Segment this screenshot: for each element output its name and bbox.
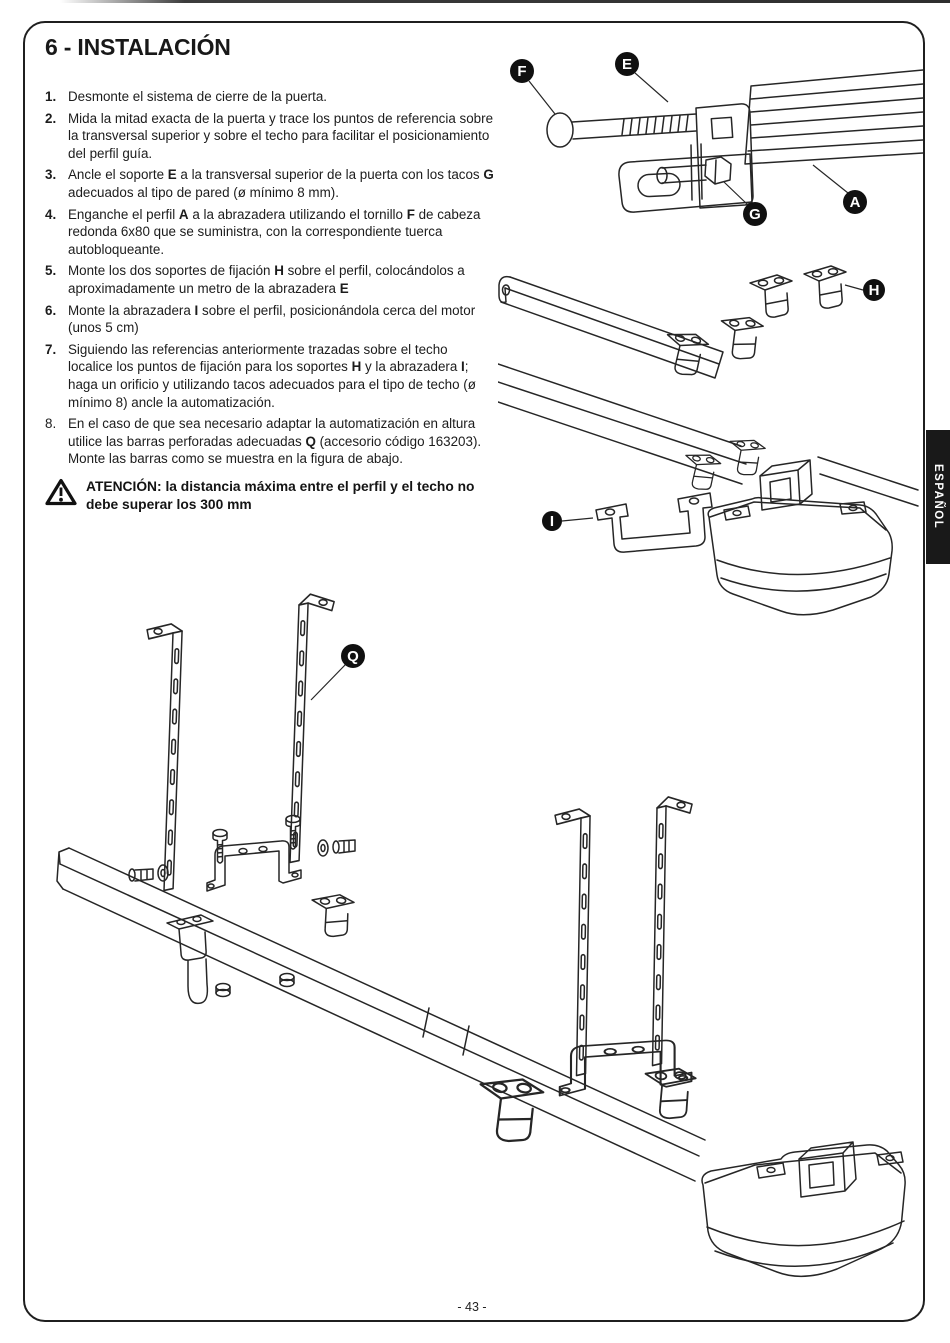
motor-unit (708, 460, 892, 615)
rail-profile-a (745, 70, 923, 164)
support-brackets-h (658, 266, 846, 493)
perforated-bars-q (138, 594, 692, 1076)
rail-lower-section (498, 364, 918, 506)
instruction-number: 2. (45, 110, 57, 126)
part-labels (311, 644, 365, 700)
page-number: - 43 - (457, 1300, 487, 1314)
instruction-text: Siguiendo las referencias anteriormente trazadas sobre el techo localice los puntos de fijación para los soportes H y la abrazadera I; haga un orificio y utilizando tacos adecuados para el tipo de techo (ø mínimo 8) ancle la automatización. (68, 341, 476, 410)
instruction-item (45, 88, 494, 106)
instruction-item (45, 302, 494, 337)
label-i: I (549, 513, 555, 530)
warning-note (45, 478, 494, 515)
motor-unit-large (702, 1142, 905, 1276)
diagram-ceiling-mount-assembly (55, 593, 907, 1293)
clamp-bracket-i (596, 493, 712, 552)
instruction-text: Monte los dos soportes de fijación H sobre el perfil, colocándolos a aproximadamente un metro de la abrazadera E (68, 263, 465, 296)
diagram-door-bracket-assembly (498, 50, 923, 250)
instruction-number: 8. (45, 416, 57, 432)
u-brackets (207, 841, 691, 1096)
clamp-bracket-j (167, 915, 213, 1003)
page-top-edge-line (60, 0, 950, 3)
instruction-text: Enganche el perfil A a la abrazadera utilizando el tornillo F de cabeza redonda 6x80 que se suministra, con la correspondiente tuerca autobloqueante. (68, 206, 481, 257)
instruction-item (45, 262, 494, 297)
clamp-brackets (308, 892, 696, 1146)
label-a: A (849, 194, 861, 211)
instruction-column (45, 34, 494, 515)
instruction-item (45, 415, 494, 468)
warning-text: ATENCIÓN: la distancia máxima entre el perfil y el techo no debe superar los 300 mm (86, 478, 475, 513)
screw-and-washer-left (129, 865, 168, 881)
instruction-item (45, 166, 494, 201)
rail-upper-section (499, 277, 723, 378)
round-head-screw-f (547, 113, 696, 147)
instruction-text: Ancle el soporte E a la transversal superior de la puerta con los tacos G adecuados al tipo de pared (ø mínimo 8 mm). (68, 167, 494, 200)
bolt-and-washer (318, 840, 355, 856)
instruction-number: 7. (45, 341, 57, 357)
diagram-rail-supports-motor (498, 252, 923, 652)
part-labels (510, 52, 867, 226)
instruction-text: Monte la abrazadera I sobre el perfil, posicionándola cerca del motor (unos 5 cm) (68, 302, 476, 336)
label-e: E (621, 56, 633, 73)
label-g: G (749, 206, 761, 223)
label-f: F (517, 63, 527, 80)
instruction-number: 3. (45, 167, 57, 183)
instruction-text: Mida la mitad exacta de la puerta y trace los puntos de referencia sobre la transversal superior y sobre el techo para facilitar el posicionamiento del perfil guía. (68, 110, 494, 161)
part-labels (542, 279, 885, 531)
instruction-item (45, 341, 494, 411)
label-q: Q (347, 648, 359, 665)
language-tab-label: ESPAÑOL (932, 464, 944, 530)
instruction-number: 4. (45, 206, 57, 222)
guide-rail-beam (57, 848, 705, 1181)
warning-triangle-icon (45, 478, 77, 506)
language-tab (926, 430, 950, 564)
hex-bolt-g (657, 157, 731, 184)
label-h: H (868, 282, 880, 299)
instruction-number: 6. (45, 302, 57, 318)
instruction-text: Desmonte el sistema de cierre de la puerta. (68, 89, 328, 104)
instruction-number: 1. (45, 89, 57, 104)
instruction-item (45, 206, 494, 259)
instruction-list (45, 88, 494, 468)
instruction-number: 5. (45, 263, 57, 279)
instruction-item (45, 110, 494, 163)
instruction-text: En el caso de que sea necesario adaptar la automatización en altura utilice las barras perforadas adecuadas Q (accesorio código 163203). Monte las barras como se muestra en la figura de abajo. (68, 416, 482, 467)
section-title: 6 - INSTALACIÓN (45, 34, 231, 60)
